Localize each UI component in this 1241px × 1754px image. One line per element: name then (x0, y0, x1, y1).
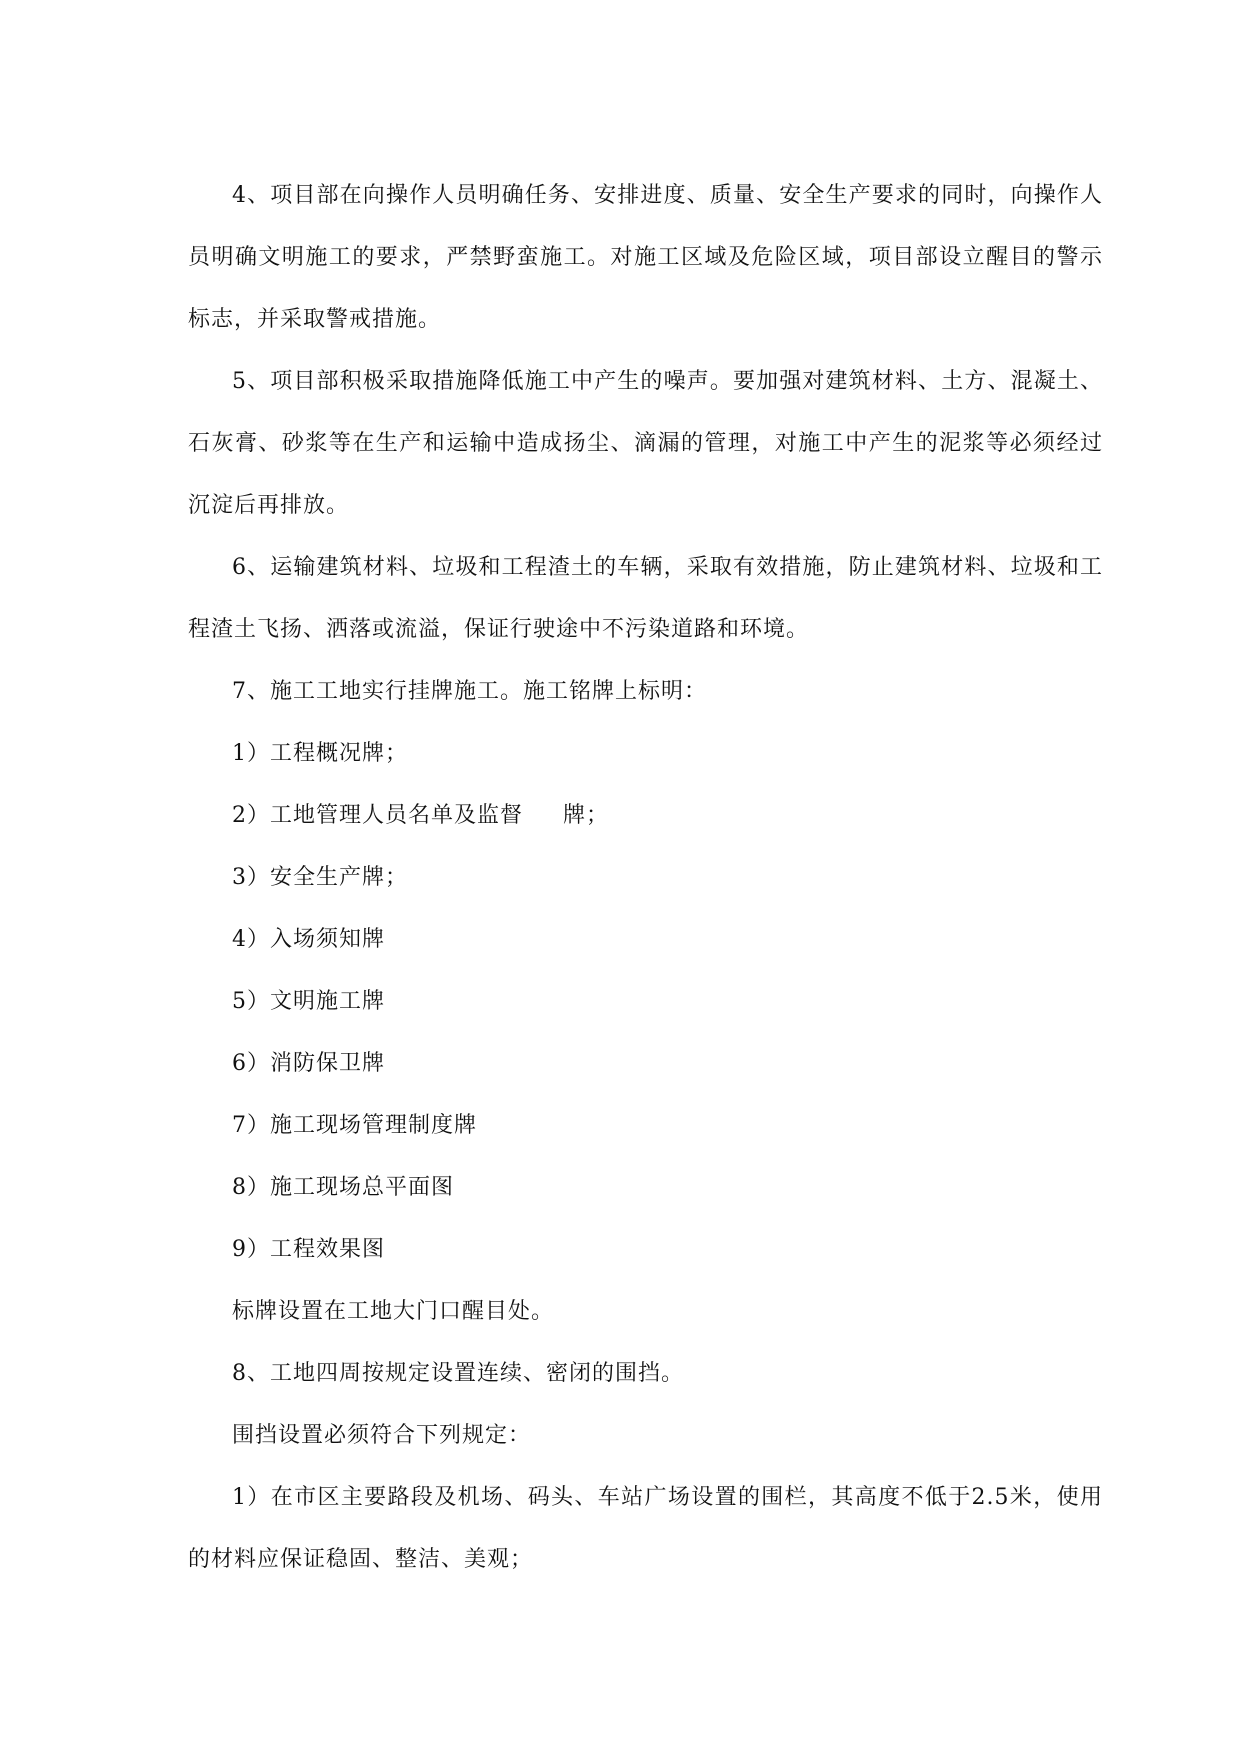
sign-list-item-2-text: 2）工地管理人员名单及监督 (232, 803, 523, 828)
sign-list-item-9: 9）工程效果图 (232, 1237, 385, 1262)
sign-placement-note: 标牌设置在工地大门口醒目处。 (232, 1299, 555, 1324)
paragraph-item-7: 7、施工工地实行挂牌施工。施工铭牌上标明： (232, 679, 707, 704)
fence-rules-intro: 围挡设置必须符合下列规定： (232, 1423, 532, 1448)
fence-rule-item-1: 1）在市区主要路段及机场、码头、车站广场设置的围栏，其高度不低于2.5米，使用的材料应保证稳固、整洁、美观； (188, 1485, 1103, 1572)
document-body (188, 165, 1103, 1591)
sign-list-item-6: 6）消防保卫牌 (232, 1051, 385, 1076)
sign-list-item-8: 8）施工现场总平面图 (232, 1175, 454, 1200)
paragraph-item-8: 8、工地四周按规定设置连续、密闭的围挡。 (232, 1361, 684, 1386)
sign-list-item-2-suffix: 牌； (563, 803, 610, 828)
sign-list-item-2 (188, 785, 1103, 847)
sign-list-item-7: 7）施工现场管理制度牌 (232, 1113, 477, 1138)
sign-list-item-3: 3）安全生产牌； (232, 865, 408, 890)
sign-list-item-1: 1）工程概况牌； (232, 741, 408, 766)
paragraph-item-6: 6、运输建筑材料、垃圾和工程渣土的车辆，采取有效措施，防止建筑材料、垃圾和工程渣土飞扬、洒落或流溢，保证行驶途中不污染道路和环境。 (188, 555, 1103, 642)
paragraph-item-4: 4、项目部在向操作人员明确任务、安排进度、质量、安全生产要求的同时，向操作人员明确文明施工的要求，严禁野蛮施工。对施工区域及危险区域，项目部设立醒目的警示标志，并采取警戒措施。 (188, 183, 1103, 332)
paragraph-item-5: 5、项目部积极采取措施降低施工中产生的噪声。要加强对建筑材料、土方、混凝土、石灰膏、砂浆等在生产和运输中造成扬尘、滴漏的管理，对施工中产生的泥浆等必须经过沉淀后再排放。 (188, 369, 1103, 518)
sign-list-item-5: 5）文明施工牌 (232, 989, 385, 1014)
sign-list-item-4: 4）入场须知牌 (232, 927, 385, 952)
